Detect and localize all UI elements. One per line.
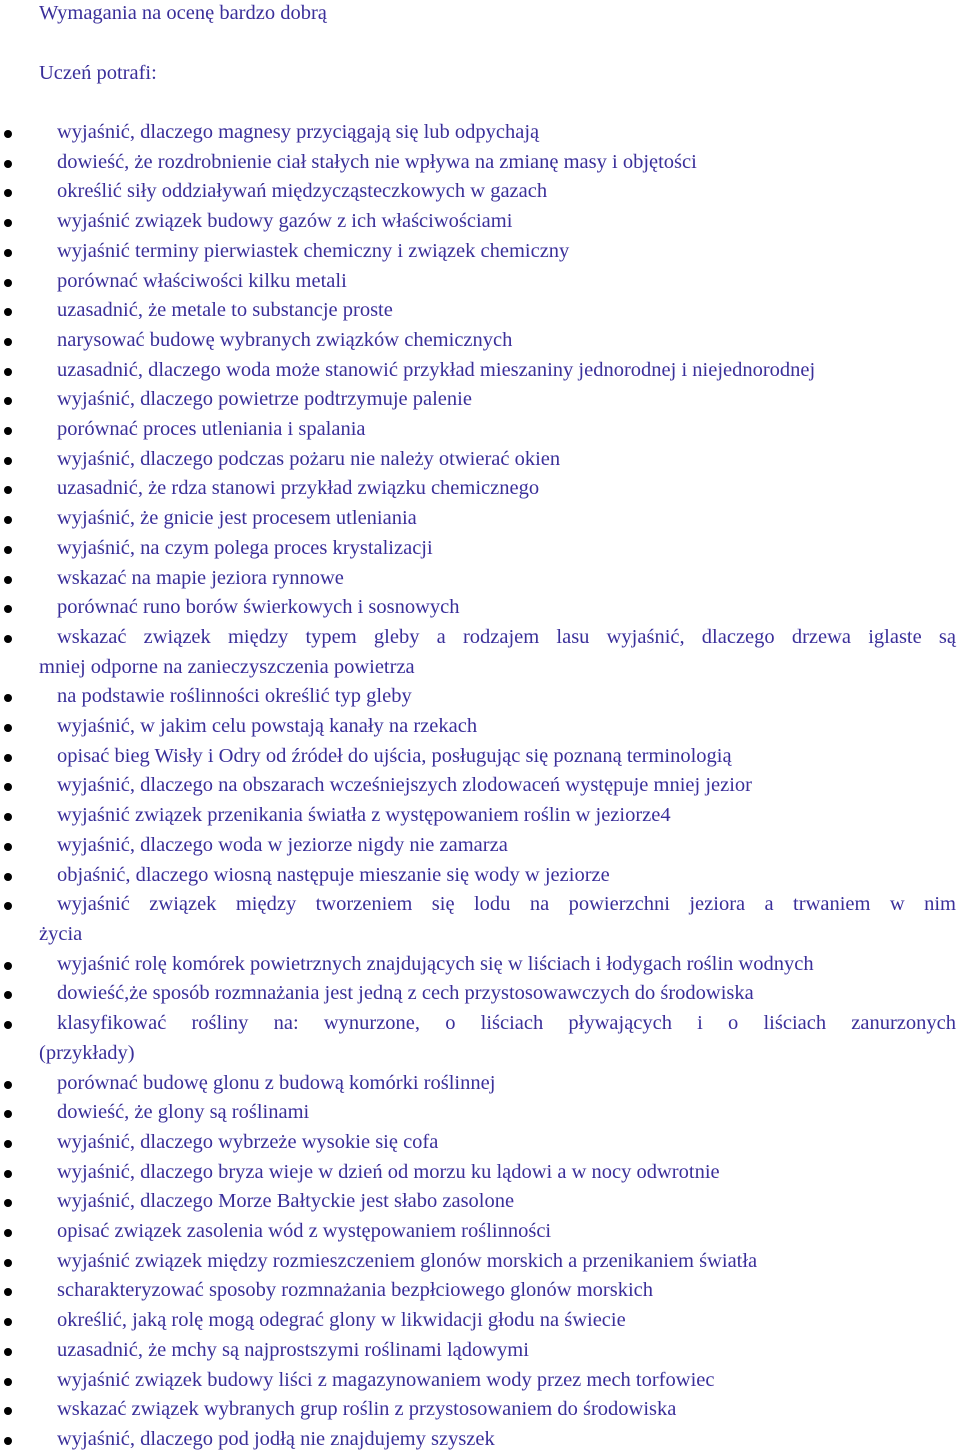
bullet-icon (4, 1259, 12, 1267)
list-item (0, 831, 960, 861)
bullet-icon (4, 1318, 12, 1326)
list-item (0, 415, 960, 445)
section-subtitle: Uczeń potrafi: (39, 62, 157, 84)
list-item-text: wyjaśnić, dlaczego bryza wieje w dzień od morzu ku lądowi a w nocy odwrotnie (57, 1160, 720, 1183)
list-item-text: dowieść, że glony są roślinami (57, 1101, 310, 1124)
list-item (0, 385, 960, 415)
list-item (0, 682, 960, 712)
list-item (0, 1009, 960, 1068)
list-item-text: wyjaśnić związek budowy gazów z ich właściwościami (57, 210, 513, 233)
list-item-text: wyjaśnić związek przenikania światła z występowaniem roślin w jeziorze4 (57, 804, 671, 827)
list-item-text: wyjaśnić związek budowy liści z magazynowaniem wody przez mech torfowiec (57, 1368, 715, 1391)
bullet-icon (4, 457, 12, 465)
list-item (0, 712, 960, 742)
list-item-text: wyjaśnić, dlaczego woda w jeziorze nigdy nie zamarza (57, 833, 508, 856)
bullet-icon (4, 1199, 12, 1207)
list-item (0, 950, 960, 980)
list-item-text: wyjaśnić, dlaczego na obszarach wcześniejszych zlodowaceń występuje mniej jezior (57, 774, 752, 797)
list-item (0, 593, 960, 623)
bullet-icon (4, 724, 12, 732)
requirements-list (0, 118, 960, 1455)
list-item (0, 1336, 960, 1366)
bullet-icon (4, 486, 12, 494)
bullet-icon (4, 783, 12, 791)
list-item (0, 504, 960, 534)
list-item (0, 623, 960, 682)
bullet-icon (4, 962, 12, 970)
list-item-text: scharakteryzować sposoby rozmnażania bezpłciowego glonów morskich (57, 1279, 654, 1302)
list-item (0, 1187, 960, 1217)
bullet-icon (4, 1288, 12, 1296)
list-item (0, 1276, 960, 1306)
list-item-text: wskazać związek wybranych grup roślin z przystosowaniem do środowiska (57, 1398, 677, 1421)
list-item (0, 1158, 960, 1188)
bullet-icon (4, 1378, 12, 1386)
list-item-text: uzasadnić, że metale to substancje proste (57, 299, 393, 322)
list-item-continuation: życia (39, 922, 83, 945)
list-item-text: wyjaśnić, dlaczego wybrzeże wysokie się cofa (57, 1130, 439, 1153)
bullet-icon (4, 991, 12, 999)
bullet-icon (4, 130, 12, 138)
bullet-icon (4, 873, 12, 881)
list-item-continuation: mniej odporne na zanieczyszczenia powietrza (39, 655, 415, 678)
bullet-icon (4, 189, 12, 197)
bullet-icon (4, 1407, 12, 1415)
list-item (0, 890, 960, 949)
list-item (0, 474, 960, 504)
bullet-icon (4, 249, 12, 257)
list-item-text: wyjaśnić, dlaczego powietrze podtrzymuje palenie (57, 388, 472, 411)
list-item (0, 771, 960, 801)
bullet-icon (4, 576, 12, 584)
list-item-text: wyjaśnić, dlaczego podczas pożaru nie należy otwierać okien (57, 447, 561, 470)
bullet-icon (4, 308, 12, 316)
list-item (0, 118, 960, 148)
list-item-text: dowieść,że sposób rozmnażania jest jedną z cech przystosowawczych do środowiska (57, 982, 754, 1005)
list-item (0, 207, 960, 237)
list-item-text: opisać bieg Wisły i Odry od źródeł do ujścia, posługując się poznaną terminologią (57, 744, 732, 767)
bullet-icon (4, 1110, 12, 1118)
list-item-text: porównać budowę glonu z budową komórki roślinnej (57, 1071, 496, 1094)
list-item (0, 1306, 960, 1336)
list-item-text: dowieść, że rozdrobnienie ciał stałych nie wpływa na zmianę masy i objętości (57, 150, 697, 173)
list-item-text: porównać runo borów świerkowych i sosnowych (57, 596, 460, 619)
list-item (0, 326, 960, 356)
list-item-text: wyjaśnić terminy pierwiastek chemiczny i związek chemiczny (57, 239, 570, 262)
list-item-text: określić siły oddziaływań międzycząsteczkowych w gazach (57, 180, 548, 203)
list-item (0, 1069, 960, 1099)
list-item (0, 177, 960, 207)
bullet-icon (4, 160, 12, 168)
list-item-text: wyjaśnić rolę komórek powietrznych znajdujących się w liściach i łodygach roślin wodnych (57, 952, 814, 975)
list-item (0, 861, 960, 891)
list-item (0, 742, 960, 772)
bullet-icon (4, 902, 12, 910)
list-item-text: wskazać na mapie jeziora rynnowe (57, 566, 344, 589)
list-item-text: wyjaśnić, dlaczego pod jodłą nie znajdujemy szyszek (57, 1427, 495, 1450)
list-item (0, 1395, 960, 1425)
list-item-text: uzasadnić, dlaczego woda może stanowić przykład mieszaniny jednorodnej i niejednorodnej (57, 358, 816, 381)
list-item-text: opisać związek zasolenia wód z występowaniem roślinności (57, 1220, 552, 1243)
list-item (0, 1128, 960, 1158)
list-item-text: wyjaśnić, dlaczego magnesy przyciągają się lub odpychają (57, 121, 540, 143)
list-item (0, 267, 960, 297)
list-item (0, 1217, 960, 1247)
list-item-text: wyjaśnić związek między tworzeniem się lodu na powierzchni jeziora a trwaniem w nim (57, 893, 956, 916)
list-item (0, 356, 960, 386)
bullet-icon (4, 219, 12, 227)
bullet-icon (4, 635, 12, 643)
list-item-text: określić, jaką rolę mogą odegrać glony w likwidacji głodu na świecie (57, 1309, 626, 1332)
bullet-icon (4, 1140, 12, 1148)
bullet-icon (4, 397, 12, 405)
bullet-icon (4, 843, 12, 851)
bullet-icon (4, 279, 12, 287)
list-item-continuation: (przykłady) (39, 1041, 135, 1064)
list-item-text: na podstawie roślinności określić typ gleby (57, 685, 412, 708)
list-item (0, 445, 960, 475)
list-item-text: uzasadnić, że mchy są najprostszymi roślinami lądowymi (57, 1338, 529, 1361)
list-item-text: porównać właściwości kilku metali (57, 269, 347, 292)
list-item-text: wyjaśnić, dlaczego Morze Bałtyckie jest słabo zasolone (57, 1190, 515, 1213)
bullet-icon (4, 546, 12, 554)
bullet-icon (4, 1021, 12, 1029)
list-item (0, 1425, 960, 1455)
list-item-text: wyjaśnić, w jakim celu powstają kanały na rzekach (57, 715, 478, 738)
bullet-icon (4, 1229, 12, 1237)
list-item-text: objaśnić, dlaczego wiosną następuje mieszanie się wody w jeziorze (57, 863, 610, 886)
bullet-icon (4, 1437, 12, 1445)
bullet-icon (4, 754, 12, 762)
bullet-icon (4, 605, 12, 613)
list-item (0, 148, 960, 178)
bullet-icon (4, 1348, 12, 1356)
list-item (0, 296, 960, 326)
list-item-text: wyjaśnić związek między rozmieszczeniem glonów morskich a przenikaniem światła (57, 1249, 758, 1272)
page-title: Wymagania na ocenę bardzo dobrą (39, 2, 327, 24)
list-item-text: wskazać związek między typem gleby a rodzajem lasu wyjaśnić, dlaczego drzewa iglaste są (57, 625, 956, 648)
list-item (0, 237, 960, 267)
list-item (0, 979, 960, 1009)
list-item-text: uzasadnić, że rdza stanowi przykład związku chemicznego (57, 477, 540, 500)
list-item (0, 534, 960, 564)
bullet-icon (4, 427, 12, 435)
list-item (0, 801, 960, 831)
list-item (0, 1098, 960, 1128)
bullet-icon (4, 1081, 12, 1089)
bullet-icon (4, 368, 12, 376)
bullet-icon (4, 338, 12, 346)
list-item-text: wyjaśnić, na czym polega proces krystalizacji (57, 536, 433, 559)
bullet-icon (4, 516, 12, 524)
bullet-icon (4, 694, 12, 702)
list-item-text: narysować budowę wybranych związków chemicznych (57, 328, 513, 351)
list-item-text: klasyfikować rośliny na: wynurzone, o liściach pływających i o liściach zanurzonych (57, 1012, 956, 1035)
list-item-text: wyjaśnić, że gnicie jest procesem utleniania (57, 507, 417, 530)
list-item-text: porównać proces utleniania i spalania (57, 418, 366, 441)
bullet-icon (4, 1170, 12, 1178)
bullet-icon (4, 813, 12, 821)
list-item (0, 564, 960, 594)
list-item (0, 1247, 960, 1277)
list-item (0, 1366, 960, 1396)
